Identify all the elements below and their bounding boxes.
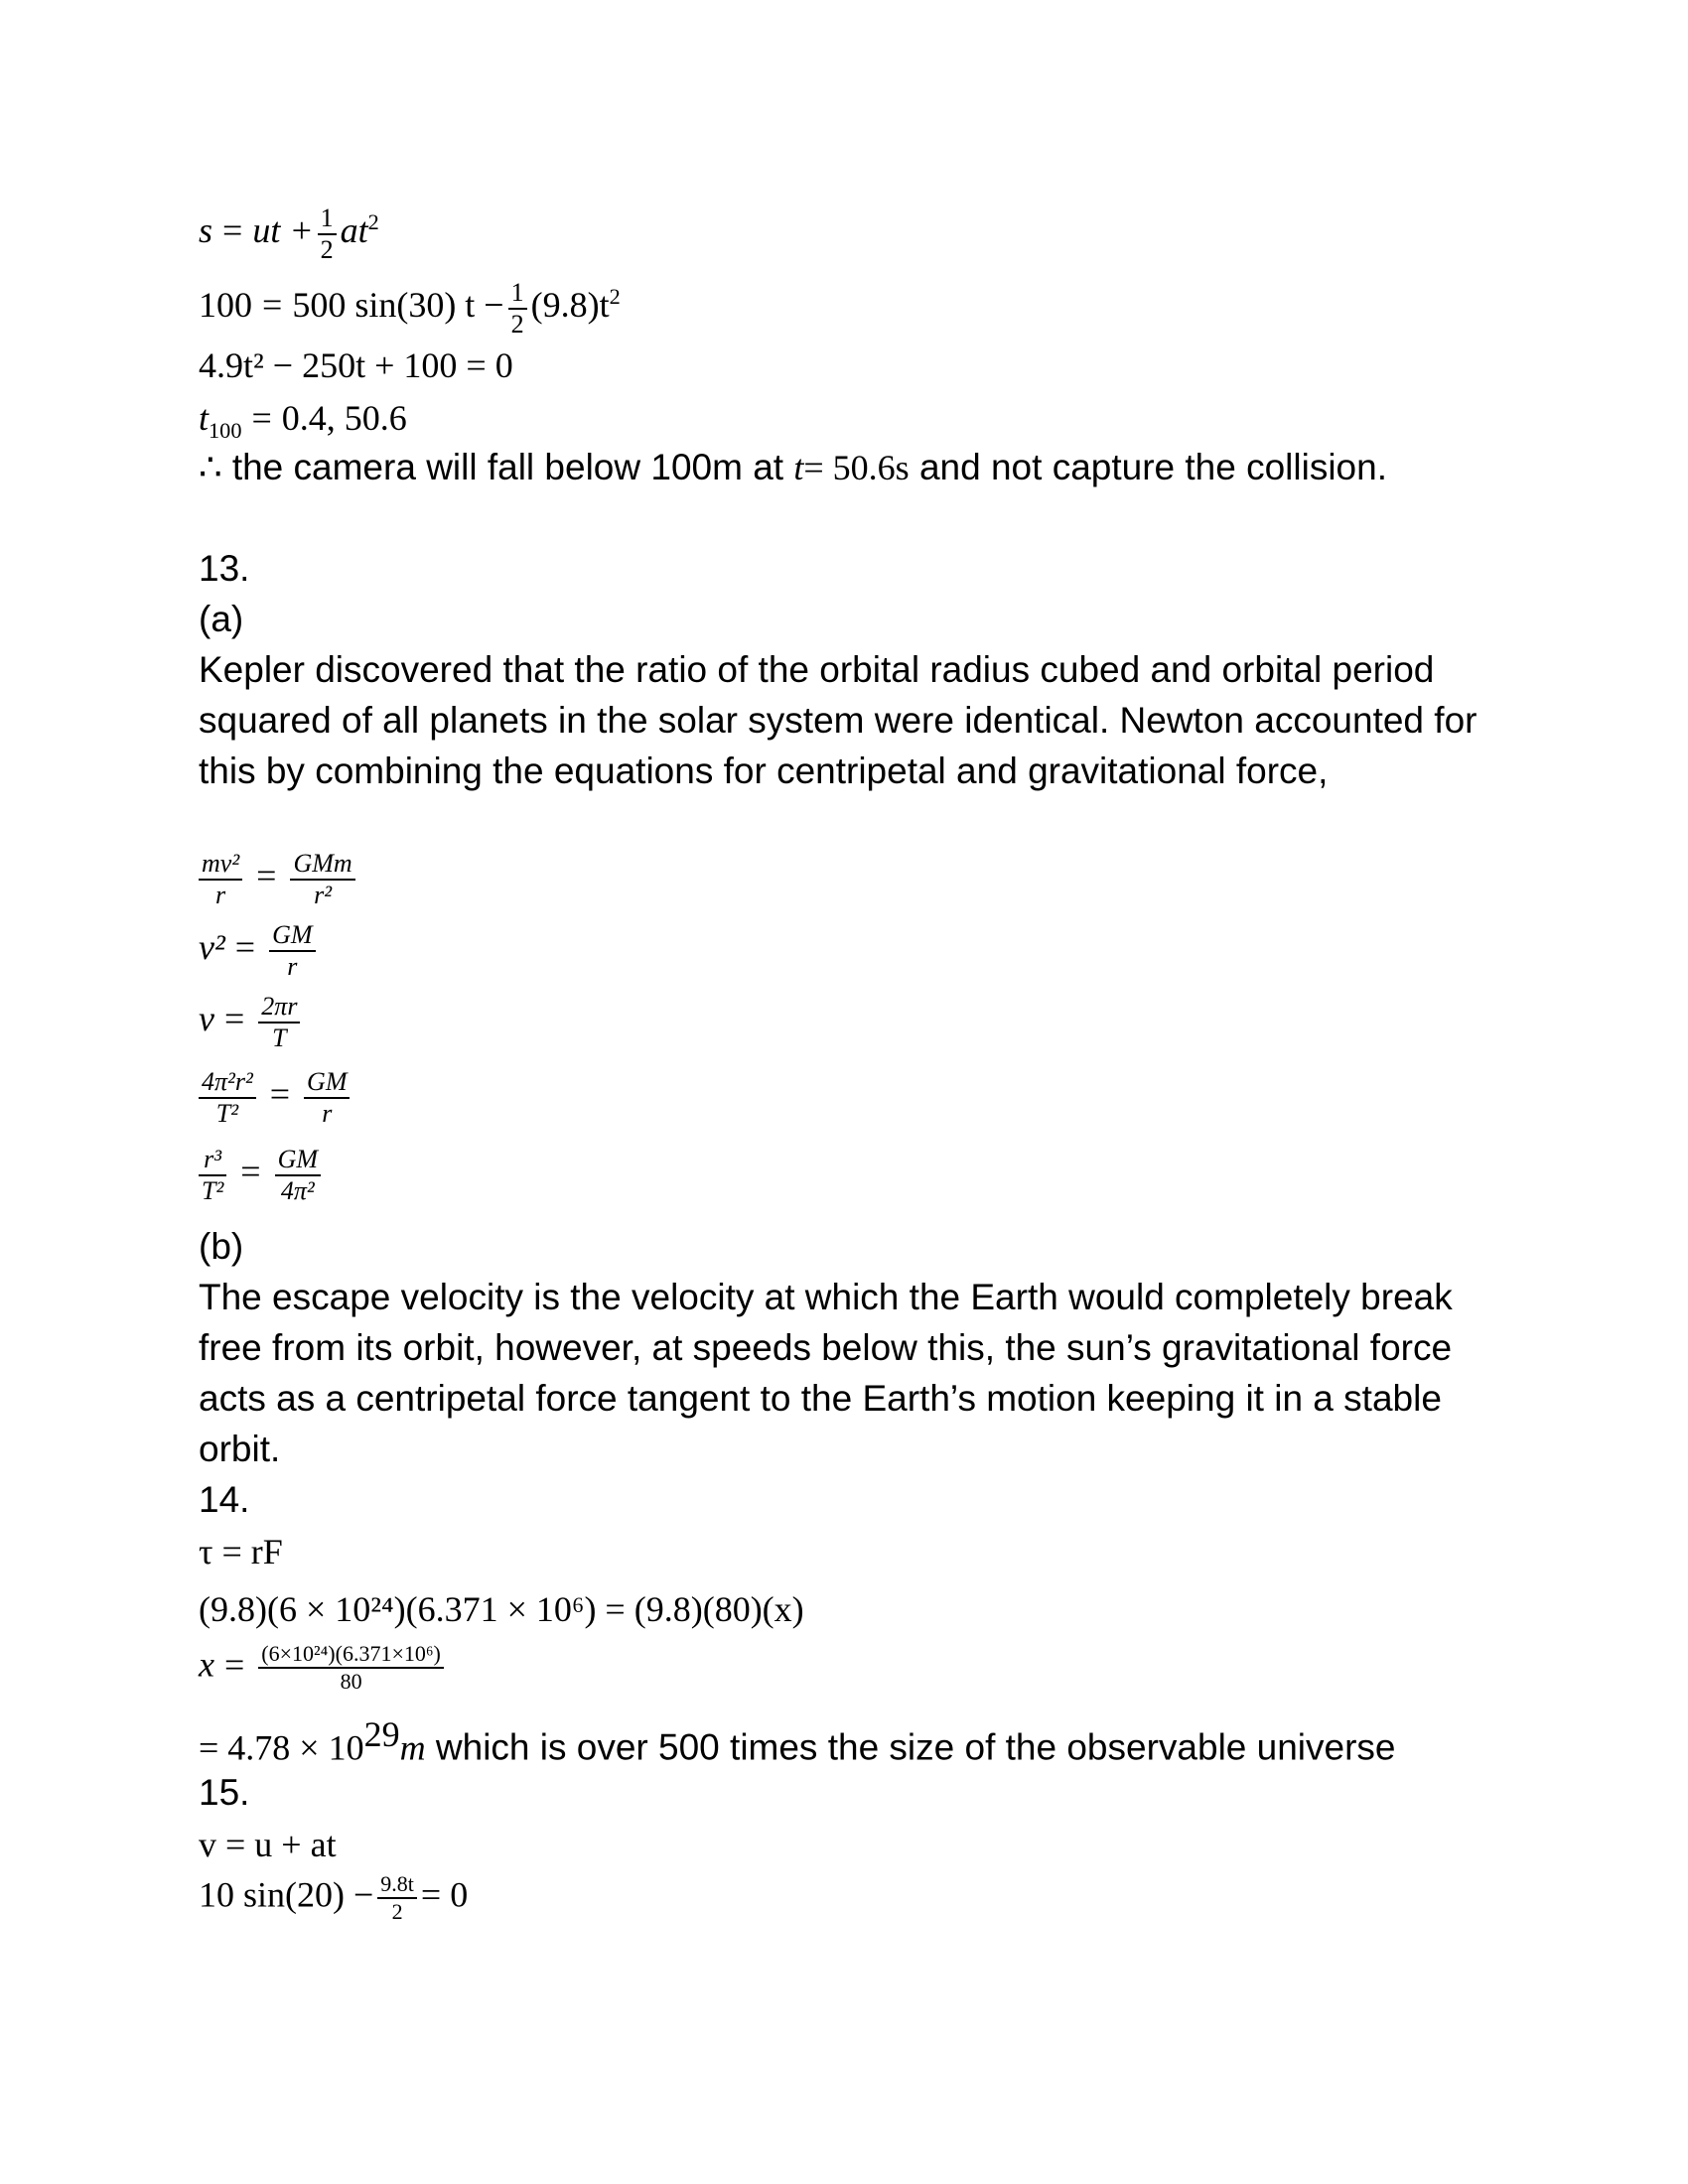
q14-equation-1: τ = rF <box>199 1532 283 1571</box>
fraction <box>258 1641 444 1696</box>
conclusion-value: = 50.6s <box>803 448 910 487</box>
conclusion-text: ∴ the camera will fall below 100m at <box>199 447 784 487</box>
q15-equation-2 <box>199 1871 468 1926</box>
eq-lhs: v² <box>199 927 225 968</box>
q13-part-b-label: (b) <box>199 1226 244 1267</box>
q14-equation-3: x = $\frac{\text{(6×10²⁴)(6.371×10⁶)}}{80}$ <box>199 1641 448 1696</box>
numerator: r³ <box>204 1145 222 1173</box>
numerator: GM <box>272 920 313 949</box>
denominator: 80 <box>340 1669 362 1695</box>
result-exponent: 29 <box>363 1714 400 1754</box>
fraction <box>258 992 300 1053</box>
eq-rhs-term: (9.8)t <box>530 285 610 326</box>
q13-derivation-3: v = $\frac{2\pi r}{T}$ <box>199 992 304 1053</box>
fraction <box>304 1067 350 1129</box>
q13-part-a-label: (a) <box>199 599 244 639</box>
denominator: 4π² <box>280 1175 315 1205</box>
fraction <box>199 1067 256 1129</box>
fraction <box>377 1871 417 1926</box>
denominator: 2 <box>391 1899 403 1925</box>
q14-number: 14. <box>199 1479 250 1520</box>
one-half-fraction: $\frac{1}{2}$ <box>318 204 337 265</box>
denominator: T² <box>215 1098 238 1128</box>
fraction <box>199 1145 226 1206</box>
eq-lhs: 100 <box>199 285 252 326</box>
q12-conclusion <box>199 442 1387 492</box>
fraction <box>290 849 354 910</box>
q12-equation-2: 100 = 500 sin(30) t − $\frac{1}{2}$ $(9.8)t^2$ <box>199 278 621 339</box>
eq-lhs: 10 sin(20) − <box>199 1874 374 1915</box>
result-value: = 4.78 × 10 <box>199 1727 364 1768</box>
fraction <box>269 920 315 982</box>
denominator: r² <box>314 880 332 909</box>
fraction <box>199 849 242 910</box>
q13-part-b-text: The escape velocity is the velocity at which the Earth would completely break free from its orbit, however, at speeds below this, the sun’s gravitational force acts as a centripetal force tangent to the Earth’s motion keeping it in a stable orbit. <box>199 1277 1453 1469</box>
q12-equation-4: $t_{100} = 0.4$, 50.6 <box>199 398 407 444</box>
q13-number: 13. <box>199 548 250 589</box>
q15-equation-1: v = u + at <box>199 1825 337 1864</box>
numerator: 2πr <box>261 992 298 1021</box>
denominator: T <box>272 1023 287 1052</box>
result-text: which is over 500 times the size of the observable universe <box>435 1726 1396 1768</box>
denominator: T² <box>202 1175 224 1205</box>
q13-part-a-text: Kepler discovered that the ratio of the orbital radius cubed and orbital period squared of all planets in the solar system were identical. Newton accounted for this by combining the equations for centripetal and gravitational force, <box>199 649 1477 791</box>
result-unit: m <box>399 1727 426 1768</box>
q15-number: 15. <box>199 1772 250 1813</box>
one-half-fraction: $\frac{1}{2}$ <box>508 278 527 340</box>
numerator: GM <box>277 1145 319 1173</box>
q12-equation-1: s = ut + $\frac{1}{2}$ $at^2$ <box>199 204 379 264</box>
conclusion-var: t <box>793 448 804 487</box>
q12-equation-3: 4.9t² − 250t + 100 = 0 <box>199 345 513 385</box>
eq-rhs: ut + <box>252 210 314 251</box>
q14-equation-2: (9.8)(6 × 10²⁴)(6.371 × 10⁶) = (9.8)(80)(x) <box>199 1589 804 1629</box>
eq-lhs: s <box>199 210 213 251</box>
q13-derivation-2: v² = $\frac{GM}{r}$ <box>199 920 320 982</box>
numerator: GMm <box>293 849 352 878</box>
q13-derivation-5: $\frac{\text{r³}}{\text{T²}}$ = $\frac{GM}{\text{4π²}}$ <box>199 1145 325 1206</box>
numerator: mv² <box>202 849 240 878</box>
q13-derivation-1: $\frac{\text{mv²}}{r}$ = $\frac{\text{GMm}}{\text{r²}}$ <box>199 849 359 910</box>
denominator: r <box>215 880 226 909</box>
denominator: r <box>322 1098 333 1128</box>
q13-derivation-4: $\frac{\text{4π²r²}}{\text{T²}}$ = $\frac{GM}{r}$ <box>199 1067 353 1129</box>
numerator: 4π²r² <box>202 1067 253 1096</box>
eq-rhs: 500 sin(30) t − <box>292 285 504 326</box>
numerator: GM <box>307 1067 348 1096</box>
eq-lhs: x <box>199 1644 214 1685</box>
conclusion-text-end: and not capture the collision. <box>918 447 1387 487</box>
q14-result <box>199 1716 1396 1772</box>
eq-rhs-term: at <box>340 210 368 251</box>
eq-subscript: 100 <box>209 418 242 444</box>
eq-lhs: t <box>199 398 210 438</box>
denominator: r <box>287 951 298 981</box>
eq-lhs: v <box>199 999 214 1039</box>
fraction <box>275 1145 321 1206</box>
numerator: 9.8t <box>377 1871 417 1899</box>
eq-rhs: = 0 <box>420 1874 469 1915</box>
eq-rhs: 0.4, 50.6 <box>281 398 407 438</box>
numerator: (6×10²⁴)(6.371×10⁶) <box>258 1641 444 1669</box>
